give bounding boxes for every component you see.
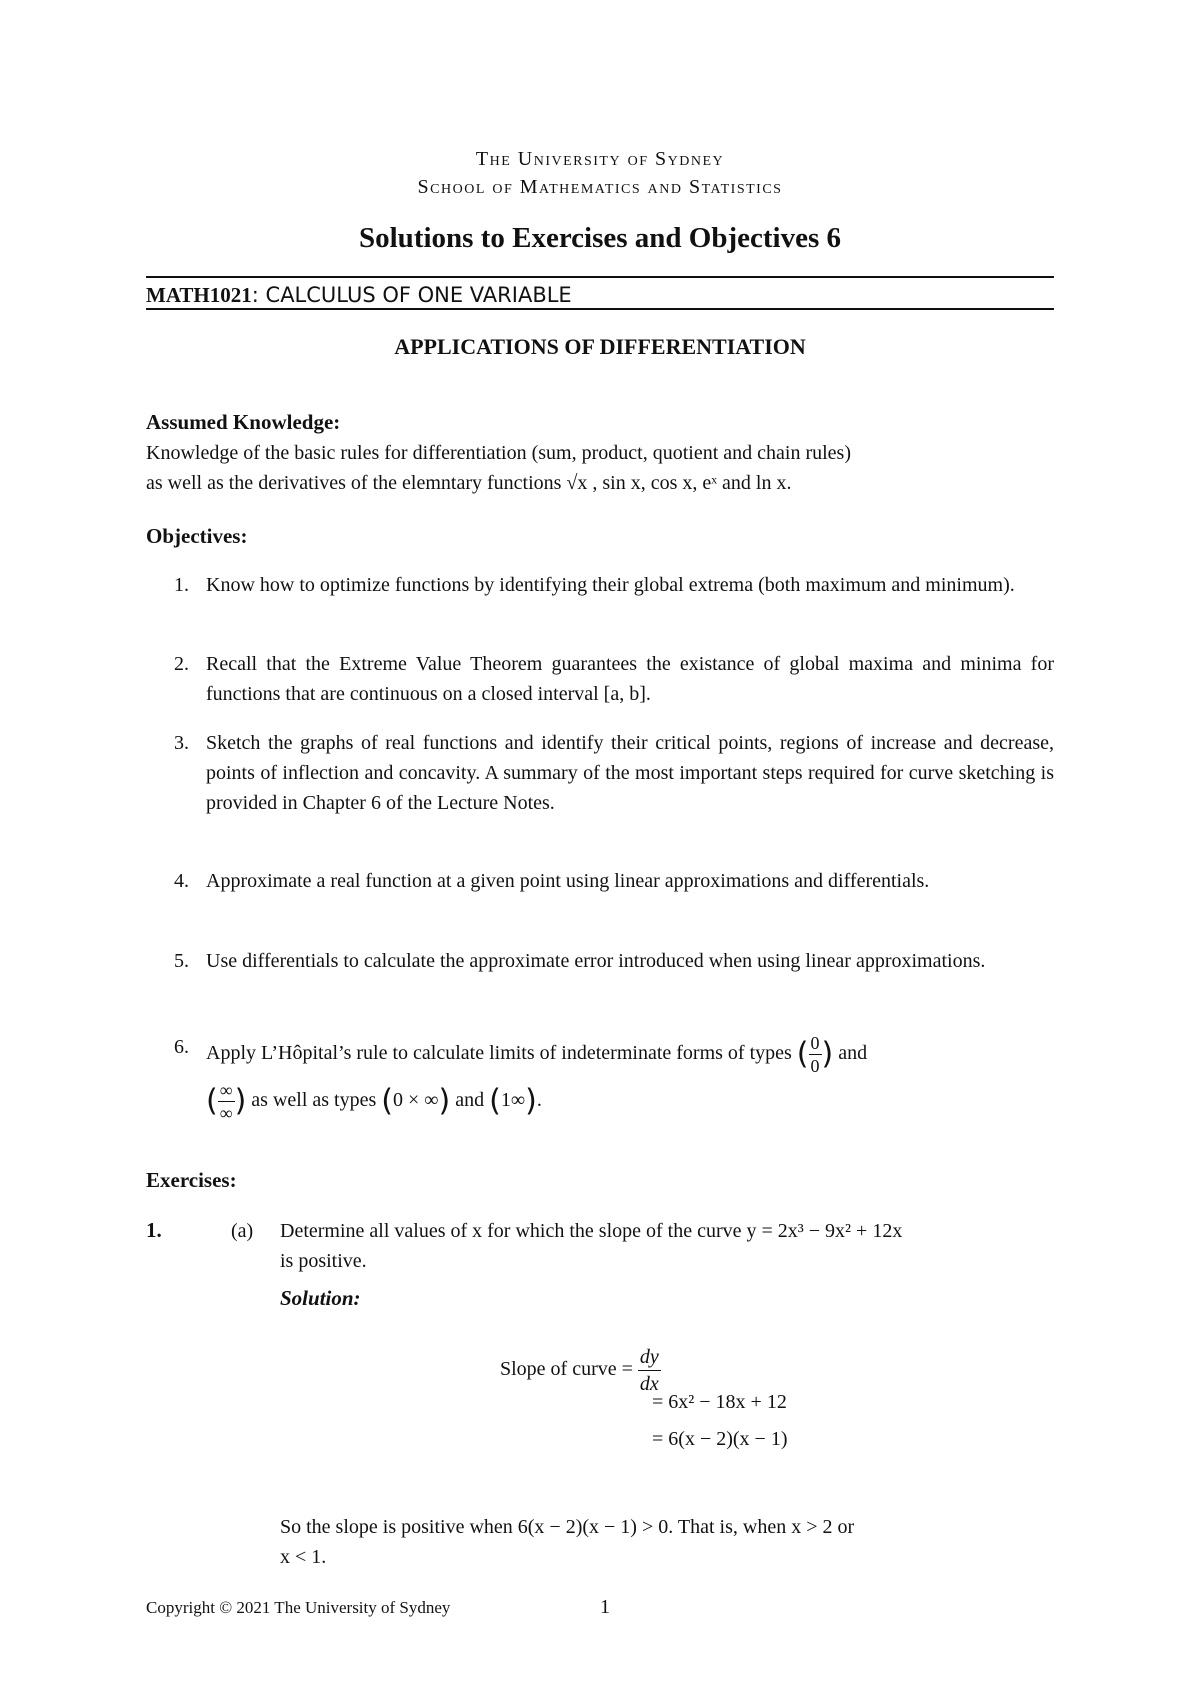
- fraction-zero-over-zero: $\frac{0}{0}$: [810, 1032, 820, 1076]
- top-rule: [146, 276, 1054, 278]
- university-name: The University of Sydney: [475, 148, 725, 170]
- objective-text: Know how to optimize functions by identifying their global extrema (both maximum and minimum).: [206, 574, 1015, 596]
- objective-text: Approximate a real function at a given point using linear approximations and differentials.: [206, 870, 930, 892]
- equation-line-3: = 6(x − 2)(x − 1): [652, 1428, 788, 1450]
- course-line: [146, 283, 572, 308]
- question-number: 1.: [146, 1218, 162, 1242]
- school-name: School of Mathematics and Statistics: [417, 176, 783, 198]
- bottom-rule: [146, 308, 1054, 310]
- question-line-1: Determine all values of x for which the slope of the curve y = 2x³ − 9x² + 12x: [280, 1220, 903, 1242]
- question-line-2: is positive.: [280, 1250, 367, 1272]
- objective-number: 6.: [174, 1036, 189, 1058]
- objective-number: 3.: [174, 732, 189, 754]
- dy-dx-fraction: $\frac{dy}{dx}$: [639, 1346, 659, 1395]
- document-title: Solutions to Exercises and Objectives 6: [359, 222, 841, 254]
- objective-text: Recall that the Extreme Value Theorem guarantees the existance of global maxima and minima for functions that are continuous on a closed interval [a, b].: [206, 653, 1054, 705]
- objective-number: 1.: [174, 574, 189, 596]
- assumed-line-2: as well as the derivatives of the elemntary functions √x , sin x, cos x, eˣ and ln x.: [146, 472, 792, 494]
- assumed-heading: Assumed Knowledge:: [146, 410, 341, 434]
- conclusion-line-1: So the slope is positive when 6(x − 2)(x − 1) > 0. That is, when x > 2 or: [280, 1516, 855, 1538]
- objective-number: 5.: [174, 950, 189, 972]
- page-number: 1: [600, 1596, 610, 1618]
- conclusion-line-2: x < 1.: [280, 1546, 327, 1568]
- objective-text: Use differentials to calculate the approximate error introduced when using linear approximations.: [206, 950, 986, 972]
- objective-text: Apply L’Hôpital’s rule to calculate limits of indeterminate forms of types ( $\frac{0}{0}$ ) and ( $\frac{\infty}{\infty}$ ) as well as types (0 × ∞) and (1∞).: [206, 1032, 868, 1124]
- type-one-to-inf: 1∞: [500, 1089, 526, 1112]
- objective-6-and-2: and: [455, 1089, 485, 1112]
- exercises-heading: Exercises:: [146, 1168, 237, 1192]
- topic-heading: APPLICATIONS OF DIFFERENTIATION: [394, 334, 806, 359]
- equation-lhs: Slope of curve =: [500, 1358, 633, 1381]
- course-code: MATH1021: [146, 283, 252, 307]
- objective-number: 4.: [174, 870, 189, 892]
- equation-line-2: = 6x² − 18x + 12: [652, 1391, 787, 1413]
- objective-6-text-b: as well as types: [251, 1089, 377, 1112]
- copyright-notice: Copyright © 2021 The University of Sydney: [146, 1598, 451, 1617]
- equation-line-1: [500, 1344, 661, 1397]
- solution-label: Solution:: [280, 1286, 361, 1310]
- objective-6-text-a: Apply L’Hôpital’s rule to calculate limits of indeterminate forms of types: [206, 1042, 792, 1064]
- question-part: (a): [231, 1220, 254, 1242]
- assumed-line-1: Knowledge of the basic rules for differentiation (sum, product, quotient and chain rules): [146, 442, 851, 464]
- objective-text: Sketch the graphs of real functions and identify their critical points, regions of increase and decrease, points of inflection and concavity. A summary of the most important steps required for curve sketching is provided in Chapter 6 of the Lecture Notes.: [206, 732, 1054, 814]
- fraction-inf-over-inf: $\frac{\infty}{\infty}$: [219, 1080, 233, 1124]
- objective-6-and: and: [838, 1042, 868, 1064]
- objectives-heading: Objectives:: [146, 524, 248, 548]
- type-zero-times-inf: 0 × ∞: [392, 1089, 439, 1112]
- course-name: : CALCULUS OF ONE VARIABLE: [251, 283, 572, 307]
- objective-number: 2.: [174, 653, 189, 675]
